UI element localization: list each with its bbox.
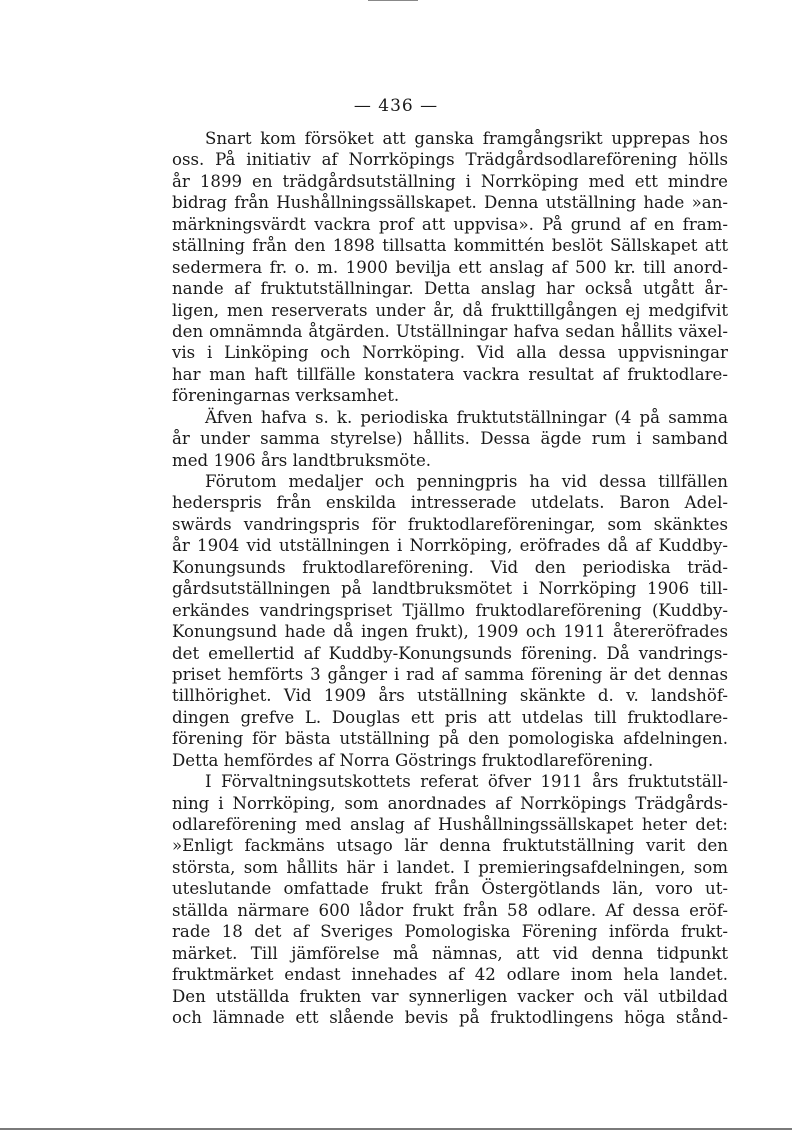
text-line: ställda närmare 600 lådor frukt från 58 odlare. Af dessa eröf- <box>172 900 728 920</box>
text-line: vis i Linköping och Norrköping. Vid alla dessa uppvisningar <box>172 343 728 363</box>
text-line: märket. Till jämförelse må nämnas, att vid denna tidpunkt <box>172 943 728 963</box>
text-line: ligen, men reserverats under år, då frukttillgången ej medgifvit <box>172 300 728 320</box>
text-line: och lämnade ett slående bevis på fruktodlingens höga stånd- <box>172 1007 728 1027</box>
text-line: priset hemförts 3 gånger i rad af samma förening är det dennas <box>172 664 728 684</box>
text-line: ställning från den 1898 tillsatta kommittén beslöt Sällskapet att <box>172 236 728 256</box>
text-line: I Förvaltningsutskottets referat öfver 1911 års fruktutställ- <box>205 772 728 792</box>
text-line: Snart kom försöket att ganska framgångsrikt upprepas hos <box>205 129 728 148</box>
text-line: »Enligt fackmäns utsago lär denna fruktutställning varit den <box>172 836 728 856</box>
text-line: uteslutande omfattade frukt från Östergötlands län, voro ut- <box>172 879 728 899</box>
text-line: sedermera fr. o. m. 1900 bevilja ett anslag af 500 kr. till anord- <box>172 257 728 277</box>
text-line: största, som hållits här i landet. I premieringsafdelningen, som <box>172 857 728 877</box>
text-line: Detta hemfördes af Norra Göstrings fruktodlareförening. <box>172 750 654 770</box>
text-line: oss. På initiativ af Norrköpings Trädgårdsodlareförening hölls <box>172 150 728 170</box>
text-line: med 1906 års landtbruksmöte. <box>172 450 432 470</box>
text-line: år 1904 vid utställningen i Norrköping, eröfrades då af Kuddby- <box>172 536 728 556</box>
text-line: föreningarnas verksamhet. <box>172 386 400 406</box>
page-number: — 436 — <box>353 96 439 116</box>
text-line: Den utställda frukten var synnerligen vacker och väl utbildad <box>172 986 728 1006</box>
text-line: år under samma styrelse) hållits. Dessa ägde rum i samband <box>172 429 728 449</box>
text-line: swärds vandringspris för fruktodlareföreningar, som skänktes <box>172 514 728 534</box>
text-line: har man haft tillfälle konstatera vackra resultat af fruktodlare- <box>172 364 728 384</box>
text-line: gårdsutställningen på landtbruksmötet i Norrköping 1906 till- <box>172 579 728 599</box>
body-text <box>172 128 728 1028</box>
text-line: ning i Norrköping, som anordnades af Norrköpings Trädgårds- <box>172 793 728 813</box>
text-line: det emellertid af Kuddby-Konungsunds förening. Då vandrings- <box>172 643 728 663</box>
text-line: Äfven hafva s. k. periodiska fruktutställningar (4 på samma <box>205 407 728 427</box>
text-line: år 1899 en trädgårdsutställning i Norrköping med ett mindre <box>172 171 728 191</box>
text-line: dingen grefve L. Douglas ett pris att utdelas till fruktodlare- <box>172 707 728 727</box>
text-line: den omnämnda åtgärden. Utställningar hafva sedan hållits växel- <box>172 321 728 341</box>
text-line: hederspris från enskilda intresserade utdelats. Baron Adel- <box>172 493 728 513</box>
text-line: tillhörighet. Vid 1909 års utställning skänkte d. v. landshöf- <box>172 686 728 706</box>
text-line: Konungsund hade då ingen frukt), 1909 och 1911 återeröfrades <box>172 622 728 642</box>
text-line: erkändes vandringspriset Tjällmo fruktodlareförening (Kuddby- <box>172 600 728 620</box>
text-line: Förutom medaljer och penningpris ha vid dessa tillfällen <box>205 472 728 491</box>
text-line: märkningsvärdt vackra prof att uppvisa». På grund af en fram- <box>172 214 728 234</box>
text-line: Konungsunds fruktodlareförening. Vid den periodiska träd- <box>172 557 728 577</box>
text-line: rade 18 det af Sveriges Pomologiska Förening införda frukt- <box>172 922 728 942</box>
text-line: fruktmärket endast innehades af 42 odlare inom hela landet. <box>172 965 728 985</box>
text-line: förening för bästa utställning på den pomologiska afdelningen. <box>172 729 728 749</box>
top-edge-rule <box>368 0 418 1</box>
text-line: bidrag från Hushållningssällskapet. Denna utställning hade »an- <box>172 193 728 213</box>
text-line: odlareförening med anslag af Hushållningssällskapet heter det: <box>172 815 728 834</box>
text-line: nande af fruktutställningar. Detta anslag har också utgått år- <box>172 279 728 299</box>
